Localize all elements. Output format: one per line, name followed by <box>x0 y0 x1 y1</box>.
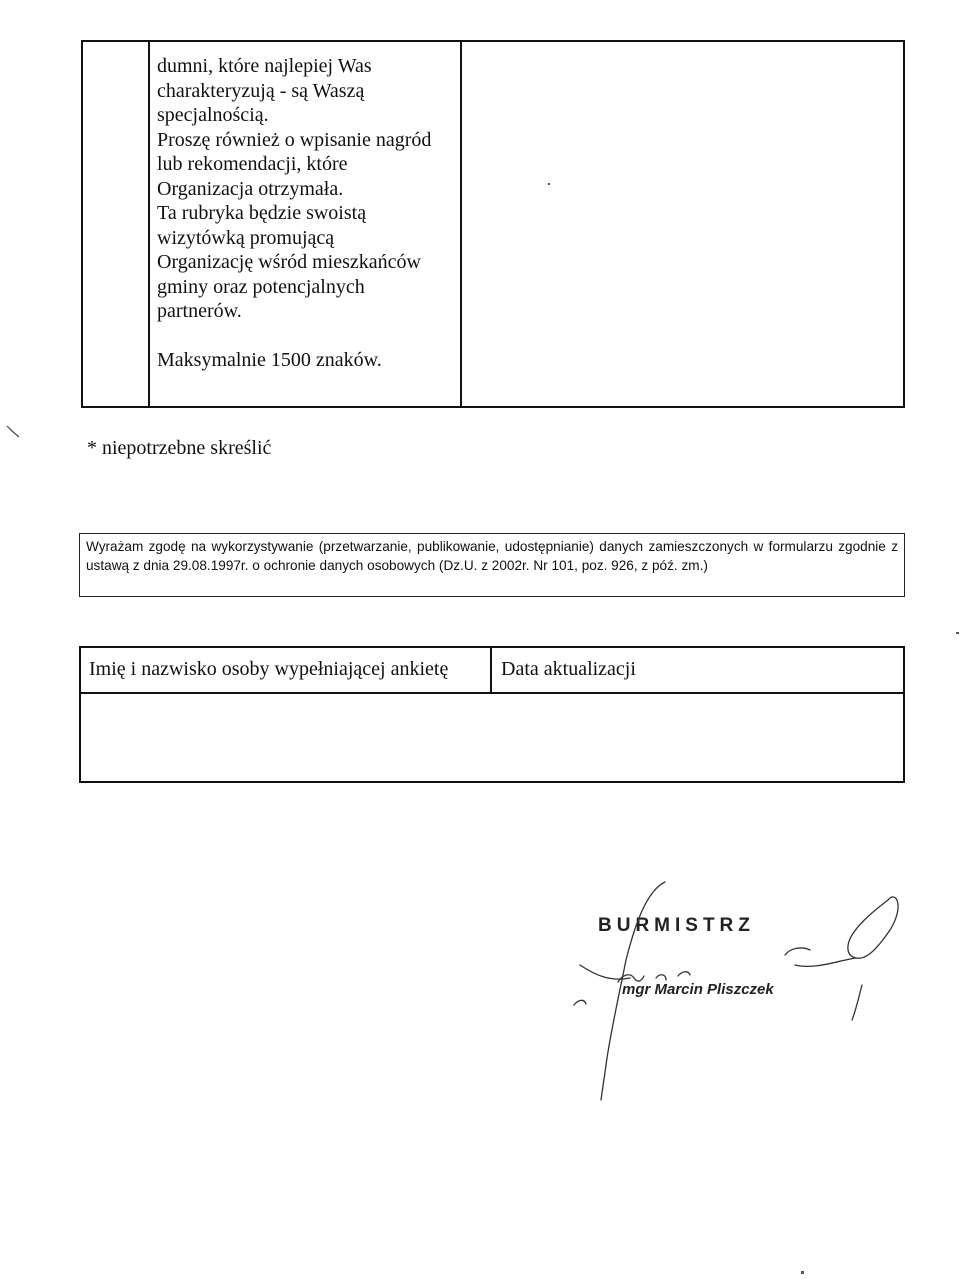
table-divider <box>490 648 492 692</box>
scan-speck <box>548 183 550 185</box>
instruction-line: specjalnością. <box>157 104 269 126</box>
description-table <box>81 40 905 408</box>
handwritten-signature <box>540 860 920 1110</box>
scan-speck <box>801 1271 804 1274</box>
name-header: Imię i nazwisko osoby wypełniającej ankietę <box>89 658 449 680</box>
description-instructions <box>157 54 457 372</box>
stamp-name: mgr Marcin Pliszczek <box>622 981 774 998</box>
instruction-line: Ta rubryka będzie swoistą <box>157 202 367 224</box>
footnote: * niepotrzebne skreślić <box>87 437 272 459</box>
name-field[interactable] <box>81 694 490 781</box>
table-divider <box>460 42 462 406</box>
instruction-line: wizytówką promującą <box>157 226 335 249</box>
date-field[interactable] <box>492 694 903 781</box>
scan-mark <box>6 425 20 439</box>
instruction-line: Organizacja otrzymała. <box>157 177 344 200</box>
max-characters-note: Maksymalnie 1500 znaków. <box>157 348 382 371</box>
instruction-line: gminy oraz potencjalnych <box>157 275 365 298</box>
signatory-table <box>79 646 905 783</box>
consent-text: Wyrażam zgodę na wykorzystywanie (przetwarzanie, publikowanie, udostępnianie) danych zamieszczonych w formularzu zgodnie z ustawą z dnia 29.08.1997r. o ochronie danych osobowych (Dz.U. z 2002r. Nr 101, poz. 926, z póź. zm.) <box>86 539 898 573</box>
instruction-line: Proszę również o wpisanie nagród <box>157 128 432 151</box>
instruction-line: Organizację wśród mieszkańców <box>157 251 421 273</box>
table-divider <box>148 42 150 406</box>
date-header: Data aktualizacji <box>501 658 636 680</box>
scan-speck <box>956 632 959 634</box>
instruction-line: lub rekomendacji, które <box>157 153 348 175</box>
instruction-line: partnerów. <box>157 300 242 322</box>
consent-box <box>79 533 905 597</box>
instruction-line: dumni, które najlepiej Was <box>157 55 372 77</box>
stamp-title: BURMISTRZ <box>598 915 755 936</box>
instruction-line: charakteryzują - są Waszą <box>157 79 365 102</box>
